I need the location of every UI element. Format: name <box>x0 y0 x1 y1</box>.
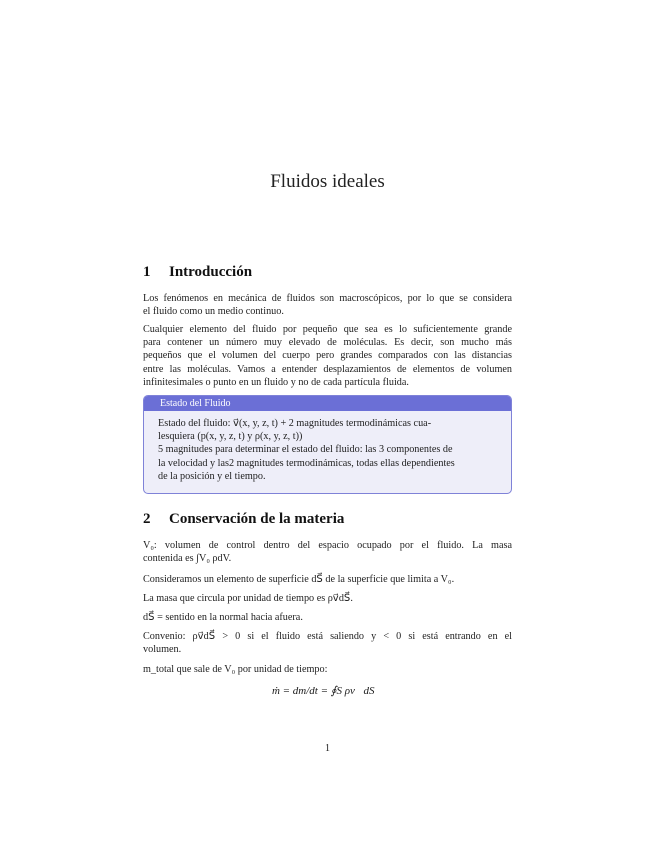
document-title: Fluidos ideales <box>270 171 385 192</box>
intro-paragraph-2 <box>143 323 512 389</box>
intro-paragraph-1 <box>143 292 512 318</box>
text-line: volumen. <box>143 644 182 656</box>
mass-flow-formula: ṁ = dm/dt = ∮S ρv⃗dS⃗ <box>271 685 384 697</box>
section-2-paragraph-5 <box>143 630 512 656</box>
text-line: entre las moléculas. Vamos a entender desplazamientos de elementos de volumen <box>143 363 512 375</box>
text-line: dS⃗ = sentido en la normal hacia afuera. <box>143 612 303 623</box>
section-2-paragraph-2 <box>143 573 512 586</box>
text-line: contenida es ∫V₀ ρdV. <box>143 553 232 565</box>
box-line: lesquiera (p(x, y, z, t) y ρ(x, y, z, t)) <box>158 431 303 443</box>
section-2-title: Conservación de la materia <box>169 511 345 527</box>
text-line: pequeños que el volumen del cuerpo pero grandes comparados con las distancias <box>143 350 512 362</box>
text-line: para contener un número muy elevado de moléculas. Es decir, son mucho más <box>143 337 512 349</box>
section-1-number: 1 <box>143 264 151 280</box>
section-1-title: Introducción <box>169 264 253 280</box>
section-2-paragraph-4 <box>143 611 512 624</box>
text-line: Los fenómenos en mecánica de fluidos son macroscópicos, por lo que se considera <box>143 293 512 304</box>
box-line: la velocidad y las2 magnitudes termodinámicas, todas ellas dependientes <box>158 457 455 469</box>
text-line: m_total que sale de V₀ por unidad de tiempo: <box>143 664 328 675</box>
text-line: Consideramos un elemento de superficie dS⃗ de la superficie que limita a V₀. <box>143 574 455 585</box>
definition-box-body <box>144 411 511 483</box>
text-line: el fluido como un medio continuo. <box>143 306 284 318</box>
page-number: 1 <box>325 743 330 754</box>
section-2-paragraph-6 <box>143 663 512 676</box>
box-line: 5 magnitudes para determinar el estado del fluido: las 3 componentes de <box>158 444 453 456</box>
box-line: Estado del fluido: v⃗(x, y, z, t) + 2 magnitudes termodinámicas cua- <box>158 418 432 429</box>
definition-box <box>143 395 512 494</box>
text-line: infinitesimales o punto en un fluido y no de cada partícula fluida. <box>143 376 409 388</box>
section-2-heading <box>143 511 344 528</box>
section-1-heading <box>143 264 252 281</box>
box-line: de la posición y el tiempo. <box>158 470 266 482</box>
text-line: Cualquier elemento del fluido por pequeño que sea es lo suficientemente grande <box>143 324 512 335</box>
section-2-number: 2 <box>143 511 151 527</box>
section-2-paragraph-1 <box>143 539 512 565</box>
section-2-paragraph-3 <box>143 592 512 605</box>
text-line: Convenio: ρv⃗dS⃗ > 0 si el fluido está saliendo y < 0 si está entrando en el <box>143 631 512 642</box>
text-line: La masa que circula por unidad de tiempo es ρv⃗dS⃗. <box>143 593 353 604</box>
definition-box-title: Estado del Fluido <box>144 396 511 411</box>
text-line: V₀: volumen de control dentro del espacio ocupado por el fluido. La masa <box>143 540 512 551</box>
